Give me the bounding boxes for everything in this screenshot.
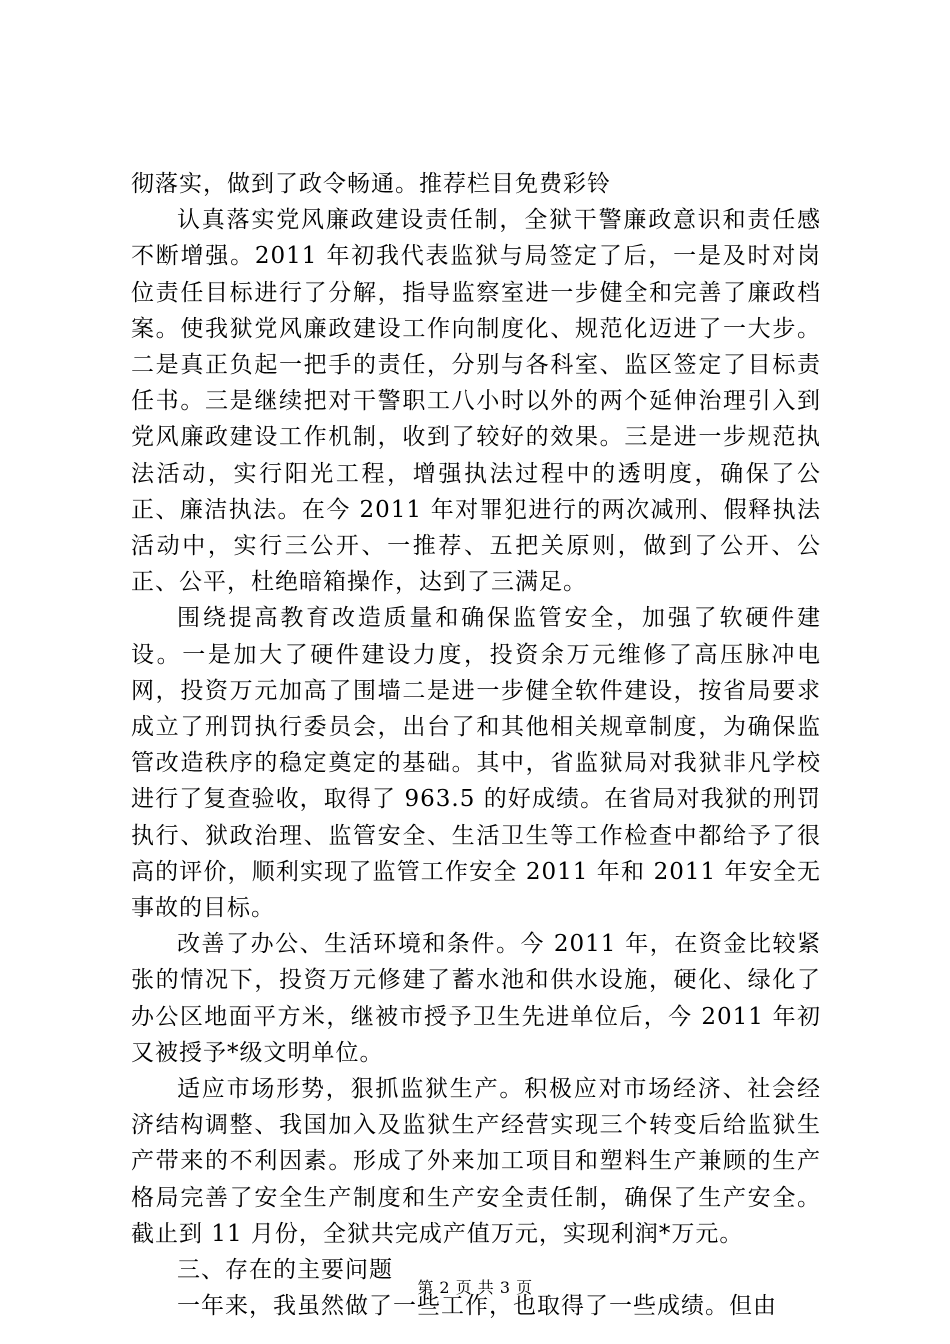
paragraph-3: 围绕提高教育改造质量和确保监管安全，加强了软硬件建设。一是加大了硬件建设力度，投资余万元维修了高压脉冲电网，投资万元加高了围墙二是进一步健全软件建设，按省局要求成立了刑罚执行委员会，出台了和其他相关规章制度，为确保监管改造秩序的稳定奠定的基础。其中，省监狱局对我狱非凡学校进行了复查验收，取得了 963.5 的好成绩。在省局对我狱的刑罚执行、狱政治理、监管安全、生活卫生等工作检查中都给予了很高的评价，顺利实现了监管工作安全 2011 年和 2011 年安全无事故的目标。: [131, 605, 821, 922]
paragraph-4: 改善了办公、生活环境和条件。今 2011 年，在资金比较紧张的情况下，投资万元修建了蓄水池和供水设施，硬化、绿化了办公区地面平方米，继被市授予卫生先进单位后，今 2011 年初又被授予*级文明单位。: [131, 931, 821, 1066]
paragraph-7: 一年来，我虽然做了一些工作，也取得了一些成绩。但由: [177, 1293, 777, 1320]
page-number-label: 第 2 页 共 3 页: [417, 1278, 533, 1297]
body-text: [131, 166, 821, 1325]
paragraph-1: 彻落实，做到了政令畅通。推荐栏目免费彩铃: [131, 171, 611, 197]
page-footer: [0, 1278, 950, 1298]
paragraph-5: 适应市场形势，狠抓监狱生产。积极应对市场经济、社会经济结构调整、我国加入及监狱生产经营实现三个转变后给监狱生产带来的不利因素。形成了外来加工项目和塑料生产兼顾的生产格局完善了安全生产制度和生产安全责任制，确保了生产安全。截止到 11 月份，全狱共完成产值万元，实现利润*万元。: [131, 1076, 821, 1247]
paragraph-2: 认真落实党风廉政建设责任制，全狱干警廉政意识和责任感不断增强。2011 年初我代表监狱与局签定了后，一是及时对岗位责任目标进行了分解，指导监察室进一步健全和完善了廉政档案。使我狱党风廉政建设工作向制度化、规范化迈进了一大步。二是真正负起一把手的责任，分别与各科室、监区签定了目标责任书。三是继续把对干警职工八小时以外的两个延伸治理引入到党风廉政建设工作机制，收到了较好的效果。三是进一步规范执法活动，实行阳光工程，增强执法过程中的透明度，确保了公正、廉洁执法。在今 2011 年对罪犯进行的两次减刑、假释执法活动中，实行三公开、一推荐、五把关原则，做到了公开、公正、公平，杜绝暗箱操作，达到了三满足。: [131, 207, 821, 596]
section-heading: 三、存在的主要问题: [177, 1257, 393, 1284]
